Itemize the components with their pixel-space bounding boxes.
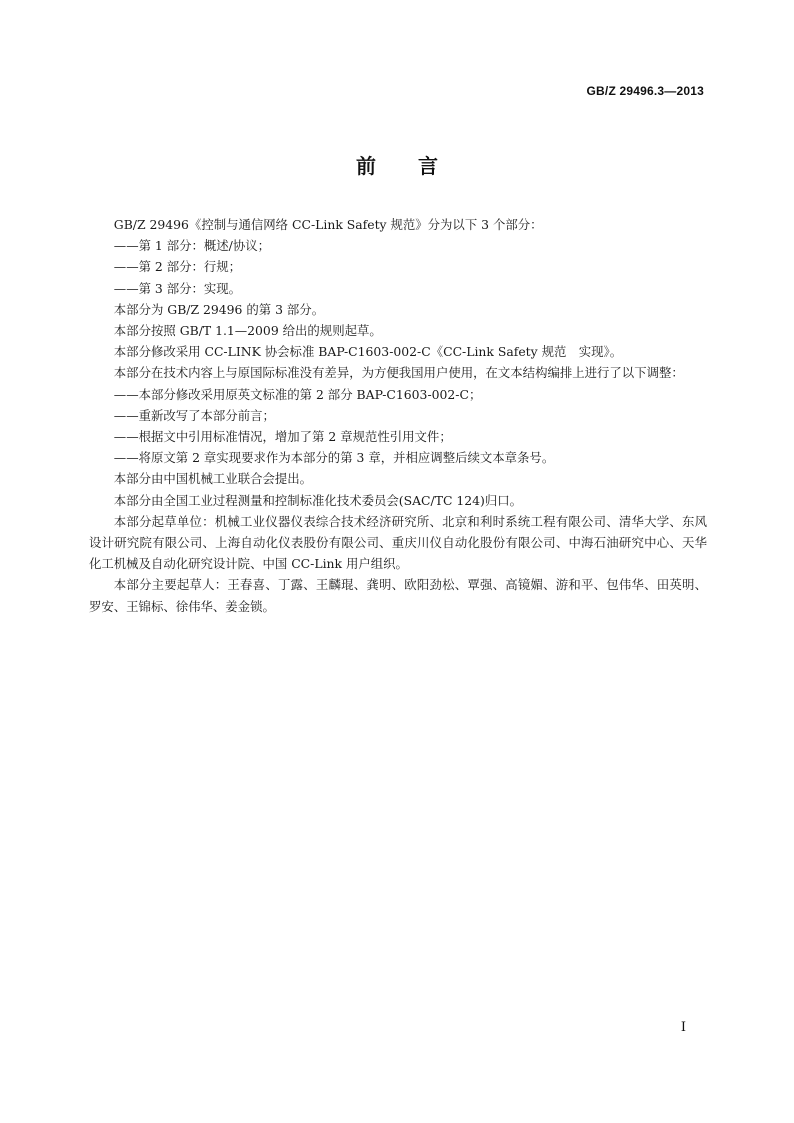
paragraph-proposed-by: 本部分由中国机械工业联合会提出。 [113,471,313,487]
paragraph-adjustments: 本部分在技术内容上与原国际标准没有差异，为方便我国用户使用，在文本结构编排上进行了以下调整： [113,365,684,381]
page-title: 前言 [356,154,480,178]
list-item-adjustment-3: ——根据文中引用标准情况，增加了第 2 章规范性引用文件； [113,429,452,445]
paragraph-part-statement: 本部分为 GB/Z 29496 的第 3 部分。 [113,301,325,317]
list-item-adjustment-1: ——本部分修改采用原英文标准的第 2 部分 BAP-C1603-002-C； [113,386,482,402]
list-item-part-3: ——第 3 部分：实现。 [113,280,242,296]
standard-code: GB/Z 29496.3—2013 [586,84,704,98]
paragraph-centralized-by: 本部分由全国工业过程测量和控制标准化技术委员会(SAC/TC 124)归口。 [113,492,523,508]
foreword-content [89,214,707,617]
paragraph-drafting-units: 本部分起草单位：机械工业仪器仪表综合技术经济研究所、北京和利时系统工程有限公司、清华大学、东风设计研究院有限公司、上海自动化仪表股份有限公司、重庆川仪自动化股份有限公司、中海石油研究中心、天华化工机械及自动化研究设计院、中国 CC-Link 用户组织。 [89,513,707,572]
list-item-part-2: ——第 2 部分：行规； [113,259,242,275]
paragraph-adoption: 本部分修改采用 CC-LINK 协会标准 BAP-C1603-002-C《CC-Link Safety 规范 实现》。 [113,344,623,360]
paragraph-drafting-rules: 本部分按照 GB/T 1.1—2009 给出的规则起草。 [113,323,382,339]
list-item-adjustment-4: ——将原文第 2 章实现要求作为本部分的第 3 章，并相应调整后续文本章条号。 [113,450,555,466]
paragraph-intro: GB/Z 29496《控制与通信网络 CC-Link Safety 规范》分为以下 3 个部分： [113,217,543,232]
list-item-adjustment-2: ——重新改写了本部分前言； [113,407,275,423]
list-item-part-1: ——第 1 部分：概述/协议； [113,238,271,254]
paragraph-drafters: 本部分主要起草人：王春喜、丁露、王麟琨、龚明、欧阳劲松、覃强、高镜媚、游和平、包伟华、田英明、罗安、王锦标、徐伟华、姜金锁。 [89,577,707,614]
page-number: I [680,1020,686,1035]
